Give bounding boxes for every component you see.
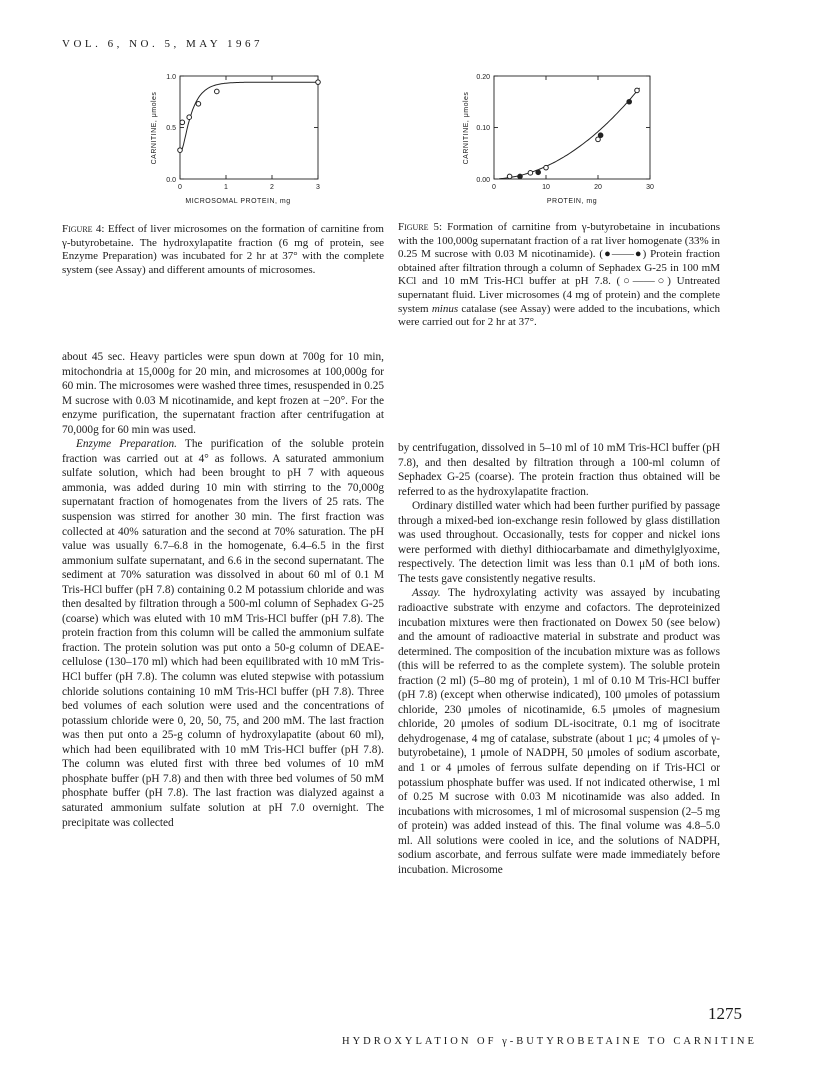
- figure-5: [452, 60, 652, 210]
- figure-4-ytick-0: 0.0: [166, 177, 176, 184]
- assay-heading: Assay.: [412, 587, 441, 600]
- right-paragraph-1: by centrifugation, dissolved in 5–10 ml of 10 mM Tris-HCl buffer (pH 7.8), and then desalted by filtration through a 100-ml column of Sephadex G-25 (coarse). The protein fraction thus obtained will be referred to as the hydroxylapatite fraction.: [398, 442, 720, 498]
- figure-4-point-3: [196, 102, 201, 107]
- figure-5-open-point-4: [635, 88, 640, 93]
- figure-4-xtick-2: 2: [270, 184, 274, 191]
- figure-4-curve: [180, 82, 318, 151]
- figure-4-point-0: [178, 148, 183, 153]
- figure-4-point-2: [187, 115, 192, 120]
- figure-4-ytick-2: 1.0: [166, 74, 176, 81]
- assay-text: The hydroxylating activity was assayed by incubating radioactive substrate with enzyme and cofactors. The deproteinized incubation mixtures were then fractionated on Dowex 50 (see below) and the amount of radioactive material in substrate and product was determined. The composition of the incubation mixture was as follows (this will be referred to as the complete system). The soluble protein fraction (2 ml) (5–80 mg of protein), 1 ml of 0.10 M Tris-HCl buffer (pH 7.8) (except when otherwise indicated), 100 μmoles of potassium chloride, 230 μmoles of nicotinamide, 6.5 μmoles of magnesium chloride, 20 μmoles of sodium DL-isocitrate, 0.1 mg of isocitrate dehydrogenase, 4 mg of catalase, substrate (about 1 μc; 4 μmoles of γ-butyrobetaine), 1 μmole of NADPH, 50 μmoles of sodium ascorbate, and 1 or 4 μmoles of ferrous sulfate depending on if Tris-HCl or potassium phosphate buffer was used. If not indicated otherwise, 1 ml of 0.25 M sucrose with 0.03 M nicotinamide was also added. In incubations with microsomes, 1 ml of microsomal suspension (2–5 mg of protein) was added instead of this. The final volume was 4.8–5.0 ml. All solutions were cooled in ice, and the solutions of NADPH, sodium ascorbate, and ferrous sulfate were made immediately before incubation. Microsome: [398, 587, 720, 876]
- figure-4-ylabel: CARNITINE, μmoles: [151, 91, 158, 165]
- left-column: [62, 350, 384, 830]
- figure-5-xtick-0: 0: [492, 184, 496, 191]
- figure-5-filled-point-0: [518, 174, 523, 179]
- figure-5-filled-point-3: [627, 99, 632, 104]
- figure-4-caption: [62, 223, 384, 277]
- left-paragraph-2: [62, 437, 384, 830]
- figure-4-point-5: [316, 80, 321, 85]
- figure-5-plot-frame: [494, 76, 650, 179]
- figure-4-xtick-1: 1: [224, 184, 228, 191]
- figure-4: [140, 60, 340, 210]
- enzyme-preparation-heading: Enzyme Preparation.: [76, 438, 177, 451]
- figure-4-chart: [140, 60, 340, 210]
- figure-4-ytick-1: 0.5: [166, 125, 176, 132]
- page-number: 1275: [708, 1004, 742, 1023]
- figure-4-plot-frame: [180, 76, 318, 179]
- figure-5-xtick-2: 20: [594, 184, 602, 191]
- figure-5-open-point-1: [528, 171, 533, 176]
- figure-5-open-point-3: [596, 137, 601, 142]
- figure-5-ytick-2: 0.20: [476, 74, 490, 81]
- figure-4-xtick-0: 0: [178, 184, 182, 191]
- running-header: VOL. 6, NO. 5, MAY 1967: [62, 38, 263, 50]
- figure-4-caption-text: Effect of liver microsomes on the formation of carnitine from γ-butyrobetaine. The hydroxylapatite fraction (6 mg of protein, see Enzyme Preparation) was incubated for 2 hr at 37° with the complete system (see Assay) and different amounts of microsomes.: [62, 223, 384, 276]
- right-paragraph-3: [398, 586, 720, 877]
- figure-5-caption: [398, 221, 720, 330]
- figure-5-ytick-0: 0.00: [476, 177, 490, 184]
- figure-5-xlabel: PROTEIN, mg: [546, 198, 598, 205]
- right-paragraph-2: Ordinary distilled water which had been further purified by passage through a mixed-bed ion-exchange resin followed by glass distillation was used throughout. Occasionally, tests for copper and nickel ions were performed with diethyl dithiocarbamate and dimethylglyoxime, respectively. The detection limit was less than 0.1 μM of both ions. The tests gave consistently negative results.: [398, 500, 720, 585]
- figure-5-chart: [452, 60, 652, 210]
- figure-5-open-point-0: [507, 174, 512, 179]
- figure-5-ylabel: CARNITINE, μmoles: [463, 91, 470, 165]
- figure-5-open-point-2: [544, 165, 549, 170]
- figure-4-caption-label: Figure 4:: [62, 223, 105, 235]
- figure-4-xtick-3: 3: [316, 184, 320, 191]
- figure-5-ytick-1: 0.10: [476, 125, 490, 132]
- left-paragraph-1: about 45 sec. Heavy particles were spun down at 700g for 10 min, mitochondria at 15,000g for 20 min, and microsomes at 100,000g for 60 min. The microsomes were washed three times, resuspended in 0.25 M sucrose with 0.03 M nicotinamide, and kept frozen at −20°. For the enzyme purification, the supernatant fraction after centrifugation at 70,000g for 60 min was used.: [62, 351, 384, 436]
- figure-5-caption-minus: minus: [431, 302, 459, 315]
- figure-4-point-4: [215, 89, 220, 94]
- figure-4-point-1: [180, 120, 185, 125]
- enzyme-preparation-text: The purification of the soluble protein fraction was carried out at 4° as follows. A saturated ammonium sulfate solution, which had been brought to pH 7 with aqueous ammonia, was added during 10 min with stirring to the 70,000g supernatant fraction of homogenates from the livers of 25 rats. The suspension was stirred for another 30 min. The first fraction was collected at 40% saturation and the second at 70% saturation. The pH value was usually 6.7–6.8 in the homogenate, 6.4–6.5 in the first ammonium sulfate supernatant, and 6.6 in the second supernatant. The sediment at 70% saturation was dissolved in about 60 ml of 0.1 M Tris-HCl buffer (pH 7.8) containing 0.2 M potassium chloride and was then desalted by filtration through a 500-ml column of Sephadex G-25 (coarse) which was eluted with 10 mM Tris-HCl buffer (pH 7.8). The protein fraction from this column will be called the ammonium sulfate fraction. The protein solution was put onto a 50-g column of DEAE-cellulose (130–170 ml) which had been equilibrated with 10 mM Tris-HCl buffer (pH 7.8). The column was eluted stepwise with potassium chloride solutions containing 10 mM Tris-HCl buffer (pH 7.8). Three bed volumes of each solution were used and the concentrations of potassium chloride were 0, 20, 50, 75, and 200 mM. The last fraction was then put onto a 25-g column of hydroxylapatite (about 60 ml), which had been equilibrated with 10 mM Tris-HCl buffer (pH 7.8). The column was eluted first with three bed volumes of 10 mM phosphate buffer (pH 7.8) and then with three bed volumes of 50 mM phosphate buffer (pH 7.8). The last fraction was dialyzed against a saturated ammonium sulfate solution at pH 7.0 overnight. The precipitate was collected: [62, 438, 384, 829]
- right-column: [398, 441, 720, 877]
- figure-5-caption-part-a: Formation of carnitine from γ-butyrobetaine in incubations with the 100,000g supernatant fraction of a rat liver homogenate (33% in 0.25 M sucrose with 0.03 M nicotinamide). (●——●) Protein fraction obtained after filtration through a column of Sephadex G-25 in 100 mM KCl and 10 mM Tris-HCl buffer at pH 7.8. (○——○) Untreated supernatant fluid. Liver microsomes (4 mg of protein) and the complete system: [398, 221, 720, 315]
- running-footer: HYDROXYLATION OF γ-BUTYROBETAINE TO CARNITINE: [342, 1036, 757, 1047]
- figure-5-filled-point-1: [536, 170, 541, 175]
- figure-5-xtick-3: 30: [646, 184, 654, 191]
- figure-4-xlabel: MICROSOMAL PROTEIN, mg: [185, 198, 291, 205]
- figure-5-caption-label: Figure 5:: [398, 221, 443, 233]
- figure-5-curve: [499, 88, 639, 179]
- figure-5-caption-part-b: catalase (see Assay) were added to the incubations, which were carried out for 2 hr at 37°.: [398, 302, 720, 329]
- figure-5-xtick-1: 10: [542, 184, 550, 191]
